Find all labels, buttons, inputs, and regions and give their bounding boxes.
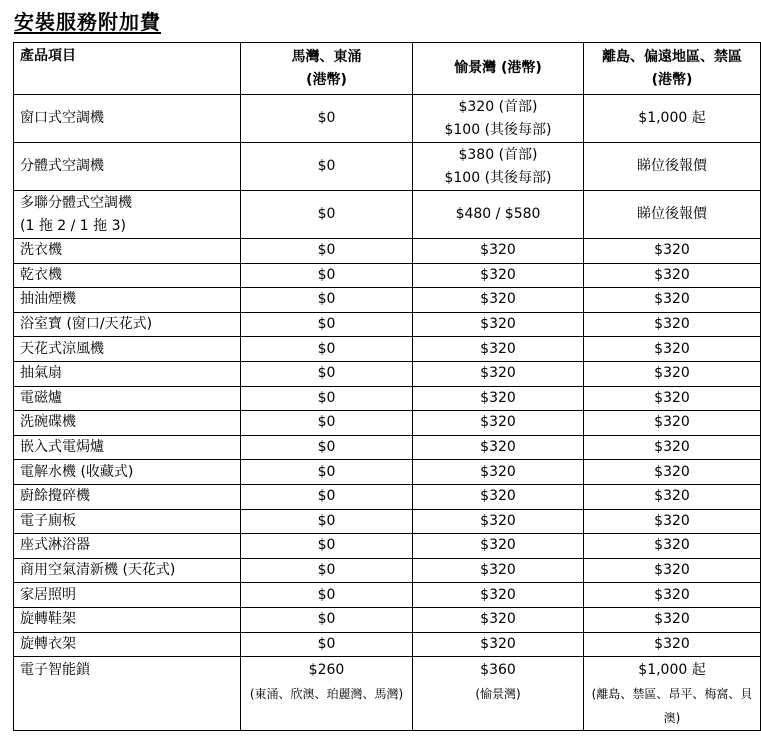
table-row: [14, 460, 761, 485]
fee-zone2: $320: [413, 239, 584, 264]
header-zone-discovery-bay: 愉景灣 (港幣): [413, 43, 584, 95]
item-name: 電解水機 (收藏式): [14, 460, 241, 485]
fee-zone1: $0: [241, 558, 413, 583]
fee-zone3: $320: [584, 607, 761, 632]
fee-zone1: $0: [241, 143, 413, 191]
fee-zone3: $320: [584, 460, 761, 485]
item-name-variant: (1 拖 2 / 1 拖 3): [20, 217, 126, 234]
item-name: [14, 191, 241, 239]
item-name: 商用空氣清新機 (天花式): [14, 558, 241, 583]
table-row: [14, 288, 761, 313]
table-row: [14, 484, 761, 509]
fee-zone3: $320: [584, 239, 761, 264]
item-name: 電子智能鎖: [14, 657, 241, 731]
fee-zone3: $320: [584, 263, 761, 288]
fee-zone1: $0: [241, 263, 413, 288]
fee-zone2: $320: [413, 583, 584, 608]
header-zone-outlying-currency: (港幣): [651, 71, 693, 88]
fee-zone3: $320: [584, 386, 761, 411]
fee-zone3: $320: [584, 484, 761, 509]
fee-zone2: $320: [413, 435, 584, 460]
fee-zone1: $0: [241, 312, 413, 337]
table-header-row: [14, 43, 761, 95]
fee-zone2: [413, 143, 584, 191]
fee-zone1: $0: [241, 95, 413, 143]
header-zone-ma-wan-currency: (港幣): [306, 71, 347, 88]
fee-zone1: $0: [241, 509, 413, 534]
fee-zone3: 睇位後報價: [584, 191, 761, 239]
fee-zone1: $0: [241, 435, 413, 460]
fee-zone2: $320: [413, 337, 584, 362]
item-name: 座式淋浴器: [14, 534, 241, 559]
fee-zone2-note: (愉景灣): [475, 687, 521, 702]
table-row: [14, 386, 761, 411]
item-name: 嵌入式電焗爐: [14, 435, 241, 460]
item-name: 洗碗碟機: [14, 411, 241, 436]
table-row: [14, 583, 761, 608]
fee-zone3: $320: [584, 288, 761, 313]
table-row: [14, 632, 761, 657]
fee-zone2: $320: [413, 386, 584, 411]
fee-zone1-note: (東涌、欣澳、珀麗灣、馬灣): [249, 687, 404, 702]
table-row: [14, 558, 761, 583]
fee-zone3: $1,000 起: [584, 95, 761, 143]
table-row: [14, 239, 761, 264]
surcharge-table: [13, 42, 761, 731]
fee-zone1: $0: [241, 288, 413, 313]
fee-zone2-first: $320 (首部): [458, 98, 538, 115]
header-zone-outlying-name: 離島、偏遠地區、禁區: [602, 48, 742, 65]
fee-zone2: $320: [413, 312, 584, 337]
table-row: [14, 361, 761, 386]
fee-zone2-additional: $100 (其後每部): [444, 169, 552, 186]
fee-zone2: $320: [413, 484, 584, 509]
fee-zone3: $320: [584, 632, 761, 657]
table-row: [14, 509, 761, 534]
item-name: 電子廁板: [14, 509, 241, 534]
fee-zone2: $320: [413, 607, 584, 632]
fee-zone3: $320: [584, 435, 761, 460]
item-name: 家居照明: [14, 583, 241, 608]
item-name: 電磁爐: [14, 386, 241, 411]
fee-zone1: $0: [241, 583, 413, 608]
fee-zone2: $320: [413, 460, 584, 485]
fee-zone1: $0: [241, 632, 413, 657]
fee-zone2: $320: [413, 361, 584, 386]
item-name: 廚餘攪碎機: [14, 484, 241, 509]
fee-zone2: $320: [413, 632, 584, 657]
fee-zone3: $320: [584, 534, 761, 559]
fee-zone1-amount: $260: [308, 662, 345, 679]
fee-zone2-amount: $360: [480, 662, 516, 679]
item-name: 浴室寶 (窗口/天花式): [14, 312, 241, 337]
item-name: 旋轉鞋架: [14, 607, 241, 632]
fee-zone2: [413, 657, 584, 731]
table-row: [14, 657, 761, 731]
header-zone-ma-wan-name: 馬灣、東涌: [291, 48, 362, 65]
table-row: [14, 607, 761, 632]
fee-zone2: $320: [413, 509, 584, 534]
fee-zone1: $0: [241, 239, 413, 264]
table-row: [14, 95, 761, 143]
table-row: [14, 263, 761, 288]
fee-zone1: $0: [241, 607, 413, 632]
simple-rows: [14, 239, 761, 657]
table-row: [14, 435, 761, 460]
table-row: [14, 411, 761, 436]
fee-zone1: $0: [241, 534, 413, 559]
item-name: 抽油煙機: [14, 288, 241, 313]
fee-zone1: $0: [241, 460, 413, 485]
fee-zone1: $0: [241, 337, 413, 362]
item-name: 旋轉衣架: [14, 632, 241, 657]
fee-zone3: $320: [584, 312, 761, 337]
item-name: 窗口式空調機: [14, 95, 241, 143]
table-row: [14, 534, 761, 559]
item-name: 天花式涼風機: [14, 337, 241, 362]
fee-zone1: $0: [241, 411, 413, 436]
item-name: 乾衣機: [14, 263, 241, 288]
fee-zone1: $0: [241, 484, 413, 509]
fee-zone3: [584, 657, 761, 731]
header-item: 產品項目: [14, 43, 241, 95]
fee-zone1: [241, 657, 413, 731]
fee-zone2: $320: [413, 263, 584, 288]
fee-zone3: $320: [584, 361, 761, 386]
fee-zone2: $480 / $580: [413, 191, 584, 239]
fee-zone2: $320: [413, 534, 584, 559]
fee-zone2: $320: [413, 558, 584, 583]
fee-zone2-first: $380 (首部): [458, 146, 538, 163]
fee-zone2: $320: [413, 411, 584, 436]
table-row: [14, 312, 761, 337]
fee-zone1: $0: [241, 361, 413, 386]
fee-zone3: $320: [584, 509, 761, 534]
fee-zone1: $0: [241, 386, 413, 411]
fee-zone3: $320: [584, 558, 761, 583]
item-name: 洗衣機: [14, 239, 241, 264]
fee-zone3: 睇位後報價: [584, 143, 761, 191]
table-row: [14, 337, 761, 362]
item-name: 分體式空調機: [14, 143, 241, 191]
fee-zone3-amount: $1,000 起: [638, 662, 706, 679]
header-zone-ma-wan: [241, 43, 413, 95]
fee-zone2: [413, 95, 584, 143]
fee-zone3: $320: [584, 411, 761, 436]
item-name: 抽氣扇: [14, 361, 241, 386]
fee-zone3: $320: [584, 337, 761, 362]
header-zone-outlying: [584, 43, 761, 95]
item-name-main: 多聯分體式空調機: [20, 194, 132, 211]
table-row: [14, 143, 761, 191]
fee-zone3: $320: [584, 583, 761, 608]
fee-zone2: $320: [413, 288, 584, 313]
page-title: 安裝服務附加費: [14, 10, 161, 34]
fee-zone2-additional: $100 (其後每部): [444, 121, 552, 138]
table-row: [14, 191, 761, 239]
fee-zone3-note: (離島、禁區、昂平、梅窩、貝澳): [591, 687, 753, 726]
fee-zone1: $0: [241, 191, 413, 239]
